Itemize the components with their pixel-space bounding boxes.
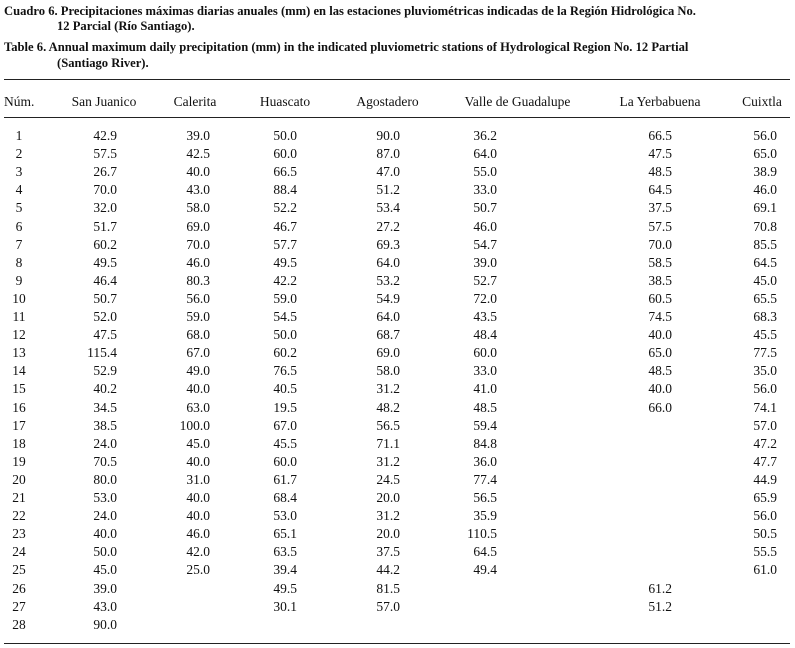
cell-agostadero: 58.0 <box>376 363 400 379</box>
cell-num: 26 <box>12 580 26 596</box>
cell-san-juanico: 53.0 <box>93 490 117 505</box>
cell-agostadero: 48.2 <box>376 399 400 415</box>
cell-la-yerbabuena: 66.5 <box>648 128 672 143</box>
cell-san-juanico: 52.9 <box>93 363 117 379</box>
cell-calerita: 63.0 <box>186 399 210 415</box>
cell-huascato: 49.5 <box>273 580 297 596</box>
cell-calerita: 43.0 <box>186 182 210 198</box>
cell-san-juanico: 45.0 <box>93 562 117 578</box>
cell-valle-de-guadalupe: 64.5 <box>473 544 497 560</box>
cell-num: 2 <box>15 146 23 162</box>
header-huascato: Huascato <box>259 94 311 109</box>
cell-valle-de-guadalupe: 64.0 <box>473 146 497 162</box>
cell-san-juanico: 32.0 <box>93 200 117 216</box>
cell-la-yerbabuena: 64.5 <box>648 182 672 198</box>
cell-valle-de-guadalupe: 43.5 <box>473 309 497 324</box>
cell-cuixtla: 45.5 <box>753 327 777 343</box>
table-top-rule <box>4 79 790 80</box>
header-calerita: Calerita <box>173 94 217 109</box>
cell-calerita: 40.0 <box>186 508 210 524</box>
header-la-yerbabuena: La Yerbabuena <box>619 94 701 109</box>
cell-num: 25 <box>12 562 26 578</box>
cell-valle-de-guadalupe: 48.4 <box>473 327 497 343</box>
caption-english-line-2: (Santiago River). <box>57 56 149 70</box>
cell-la-yerbabuena: 47.5 <box>648 146 672 162</box>
cell-san-juanico: 49.5 <box>93 254 117 270</box>
cell-san-juanico: 57.5 <box>93 146 117 162</box>
cell-san-juanico: 115.4 <box>87 345 117 361</box>
cell-san-juanico: 40.0 <box>93 526 117 542</box>
cell-agostadero: 71.1 <box>376 435 400 451</box>
cell-calerita: 59.0 <box>186 309 210 324</box>
cell-calerita: 31.0 <box>186 471 210 487</box>
cell-san-juanico: 39.0 <box>93 580 117 596</box>
cell-valle-de-guadalupe: 54.7 <box>473 236 497 252</box>
cell-san-juanico: 60.2 <box>93 236 117 252</box>
cell-huascato: 19.5 <box>273 399 297 415</box>
cell-cuixtla: 46.0 <box>753 182 777 198</box>
cell-cuixtla: 64.5 <box>753 254 777 270</box>
cell-num: 18 <box>12 435 26 451</box>
cell-agostadero: 57.0 <box>376 598 400 614</box>
cell-calerita: 49.0 <box>186 363 210 379</box>
cell-agostadero: 20.0 <box>376 526 400 542</box>
cell-cuixtla: 44.9 <box>753 471 777 487</box>
cell-la-yerbabuena: 40.0 <box>648 381 672 397</box>
cell-huascato: 30.1 <box>273 598 297 614</box>
cell-valle-de-guadalupe: 49.4 <box>473 562 497 578</box>
cell-cuixtla: 77.5 <box>753 345 777 361</box>
cell-san-juanico: 52.0 <box>93 309 117 324</box>
table-header-rule <box>4 117 790 118</box>
cell-agostadero: 90.0 <box>376 128 400 143</box>
cell-huascato: 61.7 <box>273 471 297 487</box>
cell-agostadero: 27.2 <box>376 218 400 234</box>
cell-agostadero: 69.3 <box>376 236 400 252</box>
cell-num: 9 <box>15 272 23 288</box>
cell-num: 22 <box>12 508 26 524</box>
caption-spanish-line-1: Cuadro 6. Precipitaciones máximas diarias anuales (mm) en las estaciones pluviométricas indicadas de la Región Hidrológica No. <box>4 4 696 18</box>
cell-agostadero: 31.2 <box>376 508 400 524</box>
cell-num: 28 <box>12 616 26 632</box>
cell-valle-de-guadalupe: 55.0 <box>473 164 497 180</box>
cell-agostadero: 69.0 <box>376 345 400 361</box>
cell-la-yerbabuena: 58.5 <box>648 254 672 270</box>
cell-num: 17 <box>12 417 26 433</box>
cell-huascato: 49.5 <box>273 254 297 270</box>
cell-huascato: 40.5 <box>273 381 297 397</box>
cell-calerita: 69.0 <box>186 218 210 234</box>
cell-calerita: 42.0 <box>186 544 210 560</box>
cell-la-yerbabuena: 37.5 <box>648 200 672 216</box>
cell-la-yerbabuena: 48.5 <box>648 363 672 379</box>
cell-calerita: 46.0 <box>186 526 210 542</box>
header-cuixtla: Cuixtla <box>742 94 782 109</box>
cell-la-yerbabuena: 66.0 <box>648 399 672 415</box>
cell-agostadero: 64.0 <box>376 309 400 324</box>
cell-valle-de-guadalupe: 33.0 <box>473 182 497 198</box>
cell-cuixtla: 74.1 <box>753 399 777 415</box>
cell-la-yerbabuena: 38.5 <box>648 272 672 288</box>
cell-agostadero: 51.2 <box>376 182 400 198</box>
cell-huascato: 59.0 <box>273 290 297 306</box>
cell-num: 5 <box>15 200 23 216</box>
cell-calerita: 42.5 <box>186 146 210 162</box>
cell-san-juanico: 90.0 <box>93 616 117 632</box>
cell-huascato: 39.4 <box>273 562 297 578</box>
cell-num: 27 <box>12 598 26 614</box>
cell-huascato: 65.1 <box>273 526 297 542</box>
cell-valle-de-guadalupe: 36.2 <box>473 128 497 143</box>
cell-la-yerbabuena: 70.0 <box>648 236 672 252</box>
cell-san-juanico: 50.0 <box>93 544 117 560</box>
cell-san-juanico: 47.5 <box>93 327 117 343</box>
cell-cuixtla: 38.9 <box>753 164 777 180</box>
cell-num: 13 <box>12 345 26 361</box>
cell-valle-de-guadalupe: 84.8 <box>473 435 497 451</box>
cell-num: 3 <box>15 164 23 180</box>
cell-san-juanico: 42.9 <box>93 128 117 143</box>
cell-num: 14 <box>12 363 26 379</box>
cell-valle-de-guadalupe: 60.0 <box>473 345 497 361</box>
cell-valle-de-guadalupe: 50.7 <box>473 200 497 216</box>
cell-num: 6 <box>15 218 23 234</box>
header-valle-de-guadalupe: Valle de Guadalupe <box>464 94 571 109</box>
cell-agostadero: 68.7 <box>376 327 400 343</box>
cell-valle-de-guadalupe: 35.9 <box>473 508 497 524</box>
cell-calerita: 56.0 <box>186 290 210 306</box>
cell-agostadero: 81.5 <box>376 580 400 596</box>
cell-valle-de-guadalupe: 56.5 <box>473 490 497 505</box>
cell-la-yerbabuena: 51.2 <box>648 598 672 614</box>
cell-valle-de-guadalupe: 36.0 <box>473 453 497 469</box>
header-num: Núm. <box>4 94 35 109</box>
cell-cuixtla: 45.0 <box>753 272 777 288</box>
cell-huascato: 54.5 <box>273 309 297 324</box>
cell-agostadero: 24.5 <box>376 471 400 487</box>
cell-huascato: 60.0 <box>273 453 297 469</box>
cell-la-yerbabuena: 57.5 <box>648 218 672 234</box>
cell-calerita: 68.0 <box>186 327 210 343</box>
cell-san-juanico: 40.2 <box>93 381 117 397</box>
cell-num: 8 <box>15 254 23 270</box>
cell-agostadero: 31.2 <box>376 453 400 469</box>
cell-san-juanico: 24.0 <box>93 435 117 451</box>
cell-num: 11 <box>12 309 26 324</box>
cell-agostadero: 53.2 <box>376 272 400 288</box>
cell-calerita: 40.0 <box>186 490 210 505</box>
cell-la-yerbabuena: 60.5 <box>648 290 672 306</box>
cell-san-juanico: 70.5 <box>93 453 117 469</box>
cell-agostadero: 87.0 <box>376 146 400 162</box>
cell-valle-de-guadalupe: 39.0 <box>473 254 497 270</box>
cell-calerita: 45.0 <box>186 435 210 451</box>
cell-valle-de-guadalupe: 48.5 <box>473 399 497 415</box>
header-agostadero: Agostadero <box>356 94 419 109</box>
cell-huascato: 66.5 <box>273 164 297 180</box>
cell-cuixtla: 85.5 <box>753 236 777 252</box>
cell-num: 10 <box>12 290 26 306</box>
cell-la-yerbabuena: 40.0 <box>648 327 672 343</box>
cell-huascato: 42.2 <box>273 272 297 288</box>
cell-huascato: 57.7 <box>273 236 297 252</box>
cell-la-yerbabuena: 48.5 <box>648 164 672 180</box>
cell-num: 4 <box>15 182 23 198</box>
cell-calerita: 40.0 <box>186 164 210 180</box>
cell-calerita: 67.0 <box>186 345 210 361</box>
cell-huascato: 67.0 <box>273 417 297 433</box>
cell-calerita: 80.3 <box>186 272 210 288</box>
cell-san-juanico: 51.7 <box>93 218 117 234</box>
cell-cuixtla: 70.8 <box>753 218 777 234</box>
cell-san-juanico: 38.5 <box>93 417 117 433</box>
cell-la-yerbabuena: 65.0 <box>648 345 672 361</box>
caption-spanish-line-2: 12 Parcial (Río Santiago). <box>57 19 195 33</box>
cell-num: 12 <box>12 327 26 343</box>
cell-num: 23 <box>12 526 26 542</box>
cell-valle-de-guadalupe: 77.4 <box>473 471 497 487</box>
cell-cuixtla: 56.0 <box>753 128 777 143</box>
cell-cuixtla: 68.3 <box>753 309 777 324</box>
cell-valle-de-guadalupe: 52.7 <box>473 272 497 288</box>
cell-num: 16 <box>12 399 26 415</box>
cell-valle-de-guadalupe: 33.0 <box>473 363 497 379</box>
cell-calerita: 40.0 <box>186 453 210 469</box>
cell-san-juanico: 34.5 <box>93 399 117 415</box>
cell-calerita: 70.0 <box>186 236 210 252</box>
cell-huascato: 53.0 <box>273 508 297 524</box>
cell-cuixtla: 61.0 <box>753 562 777 578</box>
cell-cuixtla: 56.0 <box>753 381 777 397</box>
cell-san-juanico: 43.0 <box>93 598 117 614</box>
cell-huascato: 60.0 <box>273 146 297 162</box>
cell-cuixtla: 65.0 <box>753 146 777 162</box>
cell-agostadero: 31.2 <box>376 381 400 397</box>
cell-valle-de-guadalupe: 59.4 <box>473 417 497 433</box>
cell-san-juanico: 70.0 <box>93 182 117 198</box>
cell-cuixtla: 35.0 <box>753 363 777 379</box>
cell-cuixtla: 65.5 <box>753 290 777 306</box>
cell-agostadero: 44.2 <box>376 562 400 578</box>
cell-huascato: 52.2 <box>273 200 297 216</box>
cell-san-juanico: 24.0 <box>93 508 117 524</box>
cell-agostadero: 54.9 <box>376 290 400 306</box>
cell-valle-de-guadalupe: 41.0 <box>473 381 497 397</box>
cell-cuixtla: 57.0 <box>753 417 777 433</box>
cell-huascato: 45.5 <box>273 435 297 451</box>
cell-agostadero: 37.5 <box>376 544 400 560</box>
cell-agostadero: 53.4 <box>376 200 400 216</box>
cell-valle-de-guadalupe: 46.0 <box>473 218 497 234</box>
cell-num: 1 <box>15 128 23 143</box>
cell-huascato: 88.4 <box>273 182 297 198</box>
cell-calerita: 46.0 <box>186 254 210 270</box>
caption-english-line-1: Table 6. Annual maximum daily precipitation (mm) in the indicated pluviometric stations of Hydrological Region No. 12 Partial <box>4 40 689 54</box>
cell-san-juanico: 26.7 <box>93 164 117 180</box>
cell-huascato: 50.0 <box>273 128 297 143</box>
cell-san-juanico: 80.0 <box>93 471 117 487</box>
cell-san-juanico: 46.4 <box>93 272 117 288</box>
cell-calerita: 58.0 <box>186 200 210 216</box>
cell-calerita: 25.0 <box>186 562 210 578</box>
cell-valle-de-guadalupe: 110.5 <box>467 526 497 542</box>
cell-agostadero: 20.0 <box>376 490 400 505</box>
cell-cuixtla: 65.9 <box>753 490 777 505</box>
cell-huascato: 50.0 <box>273 327 297 343</box>
cell-valle-de-guadalupe: 72.0 <box>473 290 497 306</box>
cell-cuixtla: 56.0 <box>753 508 777 524</box>
cell-huascato: 46.7 <box>273 218 297 234</box>
cell-agostadero: 47.0 <box>376 164 400 180</box>
cell-calerita: 100.0 <box>179 417 210 433</box>
cell-calerita: 40.0 <box>186 381 210 397</box>
cell-num: 20 <box>12 471 26 487</box>
cell-agostadero: 56.5 <box>376 417 400 433</box>
cell-huascato: 68.4 <box>273 490 297 505</box>
table-bottom-rule <box>4 643 790 644</box>
header-san-juanico: San Juanico <box>71 94 137 109</box>
cell-num: 7 <box>15 236 23 252</box>
cell-calerita: 39.0 <box>186 128 210 143</box>
cell-num: 15 <box>12 381 26 397</box>
cell-cuixtla: 55.5 <box>753 544 777 560</box>
cell-huascato: 63.5 <box>273 544 297 560</box>
cell-agostadero: 64.0 <box>376 254 400 270</box>
cell-cuixtla: 47.7 <box>753 453 777 469</box>
cell-cuixtla: 50.5 <box>753 526 777 542</box>
cell-num: 21 <box>12 490 26 505</box>
cell-huascato: 60.2 <box>273 345 297 361</box>
cell-num: 19 <box>12 453 26 469</box>
cell-san-juanico: 50.7 <box>93 290 117 306</box>
cell-cuixtla: 69.1 <box>753 200 777 216</box>
cell-huascato: 76.5 <box>273 363 297 379</box>
cell-la-yerbabuena: 61.2 <box>648 580 672 596</box>
cell-num: 24 <box>12 544 26 560</box>
cell-cuixtla: 47.2 <box>753 435 777 451</box>
cell-la-yerbabuena: 74.5 <box>648 309 672 324</box>
